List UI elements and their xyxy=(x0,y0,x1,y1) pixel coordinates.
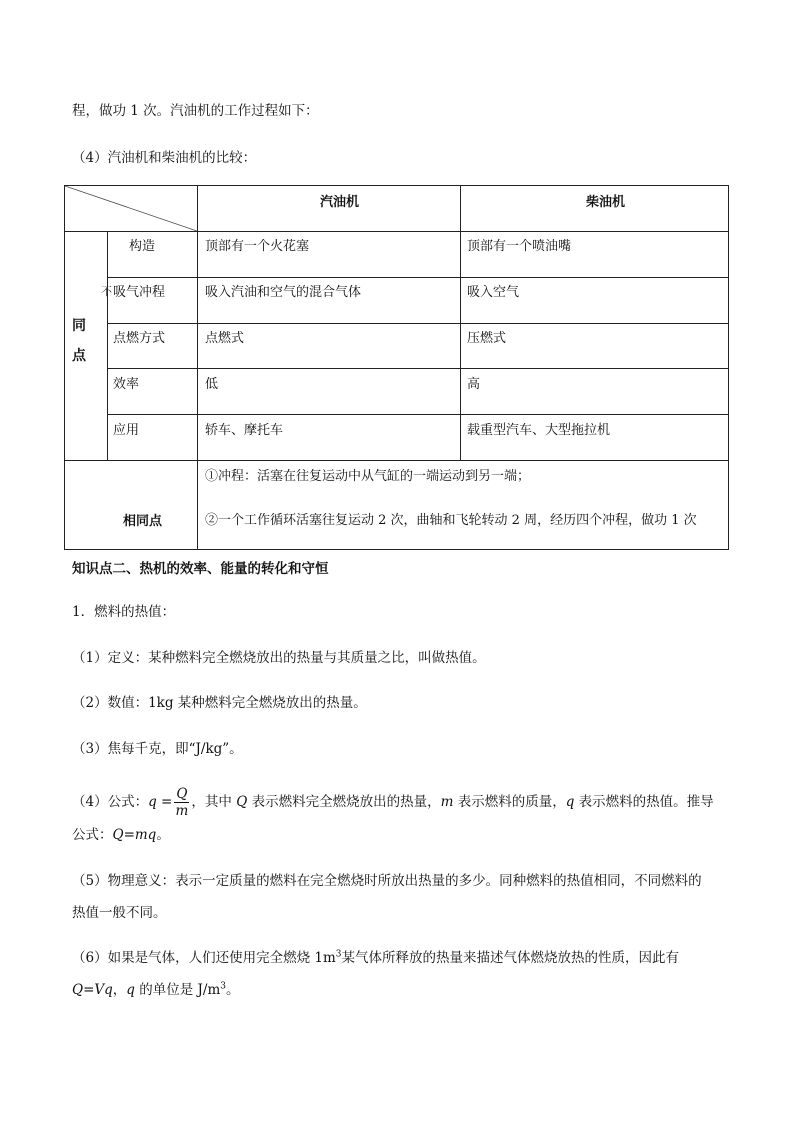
header-gasoline: 汽油机 xyxy=(320,195,360,210)
row-label: 点燃方式 xyxy=(113,331,166,346)
group-char-tong: 同 xyxy=(72,318,86,334)
same-point-1: ①冲程：活塞在往复运动中从气缸的一端运动到另一端； xyxy=(205,469,531,484)
row-diesel: 顶部有一个喷油嘴 xyxy=(467,239,572,254)
derived-suffix: 。 xyxy=(156,827,170,843)
formula-prefix: （4）公式： xyxy=(72,794,149,810)
numeric-value: （2）数值：1kg 某种燃料完全燃烧放出的热量。 xyxy=(72,695,367,711)
row-gasoline: 吸入汽油和空气的混合气体 xyxy=(205,285,362,300)
row-gasoline: 低 xyxy=(205,377,219,392)
row-diesel: 吸入空气 xyxy=(467,285,520,300)
formula-fraction xyxy=(174,786,189,819)
row-label: 效率 xyxy=(113,377,140,392)
formula-text3: 表示燃料的质量， xyxy=(453,794,566,810)
formula-denominator: m xyxy=(175,803,189,819)
group-char-dian: 点 xyxy=(72,348,86,364)
formula-numerator: Q xyxy=(176,786,188,802)
header-diagonal xyxy=(65,186,197,232)
row-diesel: 高 xyxy=(467,377,481,392)
gas-text-a: （6）如果是气体，人们还使用完全燃烧 1m xyxy=(72,950,336,966)
formula-q: q xyxy=(565,794,575,810)
gas-unit-text: 的单位是 J/m xyxy=(134,982,221,998)
row-diesel: 压燃式 xyxy=(467,331,507,346)
row-label: 吸气冲程 xyxy=(113,285,166,300)
gas-line-1 xyxy=(72,948,728,968)
derived-formula-text: Q=mq xyxy=(112,827,157,843)
gas-line-2 xyxy=(72,980,728,1000)
formula-m: m xyxy=(440,794,454,810)
row-diesel: 载重型汽车、大型拖拉机 xyxy=(467,423,611,438)
row-gasoline: 轿车、摩托车 xyxy=(205,423,284,438)
row-gasoline: 顶部有一个火花塞 xyxy=(205,239,310,254)
row-gasoline: 点燃式 xyxy=(205,331,245,346)
row-label: 应用 xyxy=(113,423,140,438)
derived-prefix: 公式： xyxy=(72,827,113,843)
gas-q: q xyxy=(126,982,135,998)
formula-text4: 表示燃料的热值。推导 xyxy=(574,794,714,810)
gas-text-b: 某气体所释放的热量来描述气体燃烧放热的性质，因此有 xyxy=(341,950,680,966)
gas-end: 。 xyxy=(226,982,240,998)
row-label: 构造 xyxy=(129,239,156,254)
meaning-line-2: 热值一般不同。 xyxy=(72,905,167,921)
header-diesel: 柴油机 xyxy=(586,195,626,210)
unit: （3）焦每千克，即“J/kg”。 xyxy=(72,741,243,757)
gas-comma: ， xyxy=(112,982,127,998)
same-label: 相同点 xyxy=(123,514,163,529)
gas-formula: Q=Vq xyxy=(72,982,113,998)
formula-Q: Q xyxy=(236,794,248,810)
comparison-table xyxy=(64,185,729,550)
formula-lhs: q = xyxy=(148,794,173,810)
formula-text1: ，其中 xyxy=(191,794,237,810)
same-point-2: ②一个工作循环活塞往复运动 2 次，曲轴和飞轮转动 2 周，经历四个冲程，做功 1 次 xyxy=(205,513,697,528)
stray-mark: 不 xyxy=(101,285,112,298)
section-heading: 知识点二、热机的效率、能量的转化和守恒 xyxy=(72,561,329,577)
derived-formula xyxy=(72,825,728,845)
table-title: （4）汽油机和柴油机的比较： xyxy=(72,150,257,166)
meaning-line-1: （5）物理意义：表示一定质量的燃料在完全燃烧时所放出热量的多少。同种燃料的热值相同，不同燃料的 xyxy=(72,873,702,889)
gas-unit-sup: 3 xyxy=(220,981,227,992)
intro-line: 程，做功 1 次。汽油机的工作过程如下： xyxy=(72,103,319,119)
gas-sup: 3 xyxy=(335,949,342,960)
item-heat-value: 1．燃料的热值： xyxy=(72,604,176,620)
formula-text2: 表示燃料完全燃烧放出的热量， xyxy=(247,794,441,810)
definition: （1）定义：某种燃料完全燃烧放出的热量与其质量之比，叫做热值。 xyxy=(72,650,486,666)
formula-line xyxy=(72,784,728,820)
